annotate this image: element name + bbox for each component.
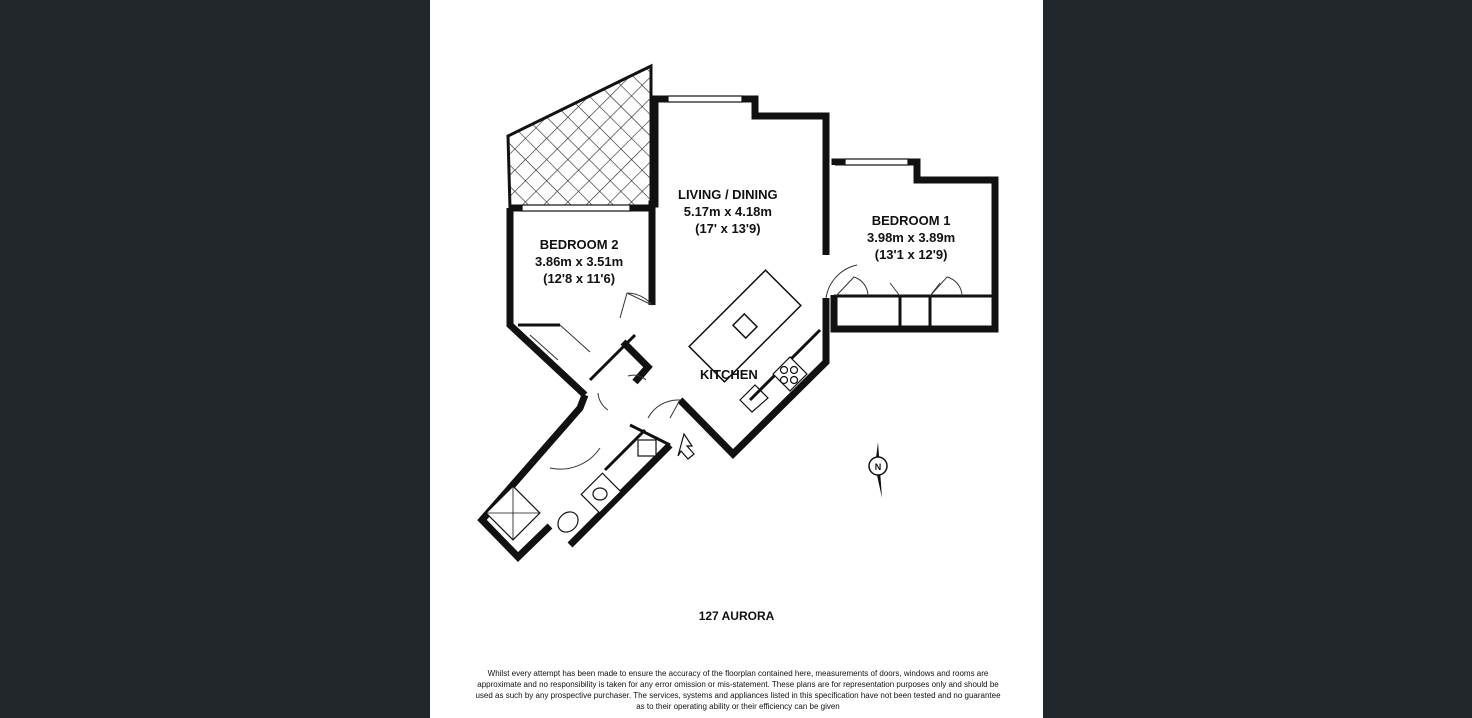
bath-wall-west [482, 395, 585, 557]
left-background-panel [0, 0, 430, 718]
disclaimer-line-1: Whilst every attempt has been made to ensure the accuracy of the floorplan contained here, measurements of doors, windows and rooms are [487, 669, 989, 678]
fridge-space [740, 385, 768, 412]
disclaimer [458, 668, 1018, 712]
bedroom1-wall [835, 162, 845, 165]
bedroom2-door-swing [627, 293, 652, 305]
balcony-slider [522, 205, 630, 211]
bedroom1-imperial: (13'1 x 12'9) [874, 247, 948, 262]
entry-arrow-icon [678, 434, 694, 459]
kitchen-label: KITCHEN [700, 367, 758, 382]
bedroom1-window [845, 159, 908, 165]
bedroom2-label [535, 236, 623, 287]
floorplan-page [430, 0, 1043, 718]
bedroom2-metric: 3.86m x 3.51m [535, 254, 624, 269]
laundry-tub [638, 440, 656, 456]
entry-door-swing [648, 400, 680, 418]
disclaimer-line-3: used as such by any prospective purchaser. The services, systems and appliances listed in this specification have not been tested and no guarantee [475, 691, 1001, 700]
robe-door-mid [890, 283, 940, 296]
bedroom1-name: BEDROOM 1 [871, 213, 951, 228]
toilet [554, 508, 582, 536]
compass-icon [869, 442, 887, 498]
disclaimer-line-4: as to their operating ability or their efficiency can be given [636, 702, 840, 711]
property-title: 127 AURORA [698, 609, 775, 623]
disclaimer-line-2: approximate and no responsibility is taken for any error omission or mis-statement. These plans are for representation purposes only and should be [477, 680, 999, 689]
right-background-panel [1043, 0, 1472, 718]
living-room-imperial: (17' x 13'9) [695, 221, 761, 236]
bath-wall-east [623, 342, 648, 382]
living-dining-label [678, 186, 778, 237]
living-wall-west [652, 102, 655, 305]
living-wall-north [655, 99, 668, 102]
bedroom2-name: BEDROOM 2 [539, 237, 619, 252]
basin [593, 488, 607, 500]
compass-letter: N [874, 462, 882, 472]
living-room-name: LIVING / DINING [678, 187, 778, 202]
living-window [668, 96, 742, 102]
laundry-door-swing [550, 448, 600, 469]
balcony [508, 66, 651, 208]
bedroom2-imperial: (12'8 x 11'6) [543, 271, 616, 286]
robe-door-left [836, 277, 868, 296]
living-room-metric: 5.17m x 4.18m [683, 204, 772, 219]
bedroom1-label [867, 212, 955, 263]
bath-partition [590, 335, 635, 380]
living-bedroom1-door-swing [826, 265, 857, 298]
bedroom1-metric: 3.98m x 3.89m [867, 230, 956, 245]
robe-door-right [930, 277, 962, 296]
